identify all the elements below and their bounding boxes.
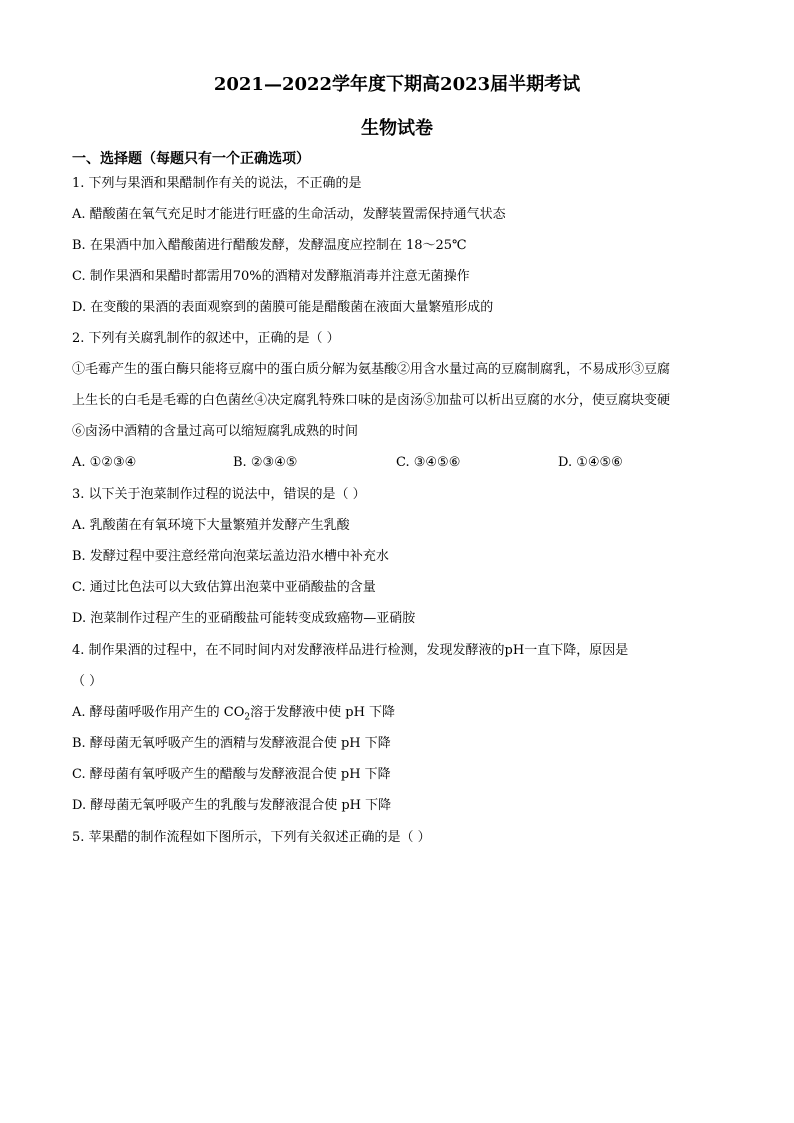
question-4-stem: 4. 制作果酒的过程中，在不同时间内对发酵液样品进行检测，发现发酵液的pH一直下降，原因是 [72, 643, 629, 658]
section-heading: 一、选择题（每题只有一个正确选项） [72, 151, 310, 167]
question-2-statement-line: 上生长的白毛是毛霉的白色菌丝④决定腐乳特殊口味的是卤汤⑤加盐可以析出豆腐的水分，使豆腐块变硬 [72, 393, 671, 408]
question-4-stem-continued: （ ） [72, 674, 103, 689]
question-2-option-b: B. ②③④⑤ [233, 455, 298, 470]
question-3-stem: 3. 以下关于泡菜制作过程的说法中，错误的是（ ） [72, 487, 366, 502]
exam-title: 2021—2022学年度下期高2023届半期考试 [213, 74, 581, 95]
question-4-option-b: B. 酵母菌无氧呼吸产生的酒精与发酵液混合使 pH 下降 [72, 736, 391, 751]
question-1-option-b: B. 在果酒中加入醋酸菌进行醋酸发酵，发酵温度应控制在 18～25℃ [72, 238, 467, 253]
question-5-stem: 5. 苹果醋的制作流程如下图所示，下列有关叙述正确的是（ ） [72, 830, 431, 845]
question-3-option-a: A. 乳酸菌在有氧环境下大量繁殖并发酵产生乳酸 [72, 518, 350, 533]
question-2-option-a: A. ①②③④ [72, 455, 137, 470]
question-2-option-d: D. ①④⑤⑥ [558, 455, 623, 470]
question-2-option-c: C. ③④⑤⑥ [396, 455, 461, 470]
question-4-option-a [72, 705, 395, 723]
question-1-option-a: A. 醋酸菌在氧气充足时才能进行旺盛的生命活动，发酵装置需保持通气状态 [72, 207, 506, 222]
question-3-option-c: C. 通过比色法可以大致估算出泡菜中亚硝酸盐的含量 [72, 580, 376, 595]
subscript: 2 [244, 712, 251, 723]
question-1-option-d: D. 在变酸的果酒的表面观察到的菌膜可能是醋酸菌在液面大量繁殖形成的 [72, 300, 494, 315]
question-1-stem: 1. 下列与果酒和果醋制作有关的说法，不正确的是 [72, 176, 362, 191]
question-4-option-c: C. 酵母菌有氧呼吸产生的醋酸与发酵液混合使 pH 下降 [72, 767, 391, 782]
question-3-option-d: D. 泡菜制作过程产生的亚硝酸盐可能转变成致癌物—亚硝胺 [72, 611, 416, 626]
question-3-option-b: B. 发酵过程中要注意经常向泡菜坛盖边沿水槽中补充水 [72, 549, 389, 564]
question-2-statement-line: ①毛霉产生的蛋白酶只能将豆腐中的蛋白质分解为氨基酸②用含水量过高的豆腐制腐乳，不易成形③豆腐 [72, 362, 671, 377]
question-2-stem: 2. 下列有关腐乳制作的叙述中，正确的是（ ） [72, 331, 340, 346]
question-2-statement-line: ⑥卤汤中酒精的含量过高可以缩短腐乳成熟的时间 [72, 424, 359, 439]
question-4-option-a-text-rest: 溶于发酵液中使 pH 下降 [250, 705, 396, 720]
exam-subject: 生物试卷 [361, 118, 433, 139]
question-4-option-a-text: A. 酵母菌呼吸作用产生的 CO [72, 705, 245, 720]
question-1-option-c: C. 制作果酒和果醋时都需用70%的酒精对发酵瓶消毒并注意无菌操作 [72, 269, 470, 284]
question-4-option-d: D. 酵母菌无氧呼吸产生的乳酸与发酵液混合使 pH 下降 [72, 798, 392, 813]
